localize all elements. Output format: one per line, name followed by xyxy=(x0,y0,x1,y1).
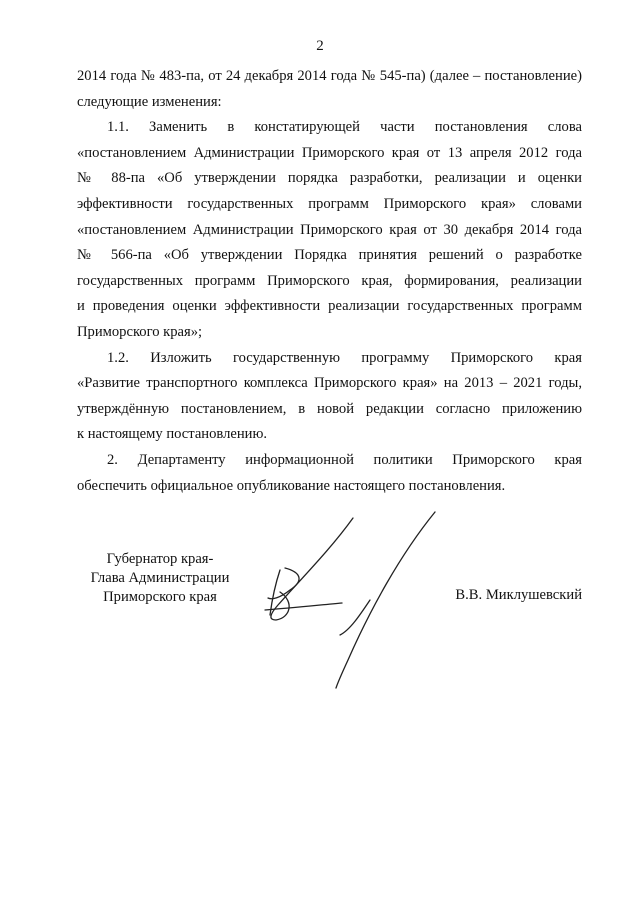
signatory-title-line: Приморского края xyxy=(103,589,217,605)
text-line: 1.2. Изложить государственную программу Приморского края xyxy=(107,349,582,366)
page-number: 2 xyxy=(316,38,324,54)
text-line: эффективности государственных программ Приморского края» словами xyxy=(77,195,582,212)
document-body xyxy=(77,64,582,499)
text-line: «Развитие транспортного комплекса Приморского края» на 2013 – 2021 годы, xyxy=(77,375,582,392)
text-line: и проведения оценки эффективности реализации государственных программ xyxy=(77,298,582,315)
text-line: следующие изменения: xyxy=(77,93,222,110)
text-line: утверждённую постановлением, в новой редакции согласно приложению xyxy=(77,400,582,417)
text-line: 2. Департаменту информационной политики Приморского края xyxy=(107,451,582,468)
text-line: 2014 года № 483-па, от 24 декабря 2014 года № 545-па) (далее – постановление) xyxy=(77,68,582,84)
text-line: Приморского края»; xyxy=(77,323,203,340)
text-line: «постановлением Администрации Приморского края от 13 апреля 2012 года xyxy=(77,144,582,161)
text-line: 1.1. Заменить в констатирующей части постановления слова xyxy=(107,119,582,136)
signatory-title-line: Глава Администрации xyxy=(90,570,230,586)
signatory-title-line: Губернатор края- xyxy=(106,551,214,567)
text-line: № 566-па «Об утверждении Порядка принятия решений о разработке xyxy=(77,247,582,264)
signatory-title xyxy=(70,550,250,607)
handwritten-signature xyxy=(250,510,450,690)
text-line: к настоящему постановлению. xyxy=(77,426,268,443)
text-line: № 88-па «Об утверждении порядка разработки, реализации и оценки xyxy=(77,170,582,187)
text-line: «постановлением Администрации Приморского края от 30 декабря 2014 года xyxy=(77,221,582,238)
text-line: обеспечить официальное опубликование настоящего постановления. xyxy=(77,477,506,494)
signatory-name: В.В. Миклушевский xyxy=(455,587,582,603)
text-line: государственных программ Приморского края, формирования, реализации xyxy=(77,272,582,289)
